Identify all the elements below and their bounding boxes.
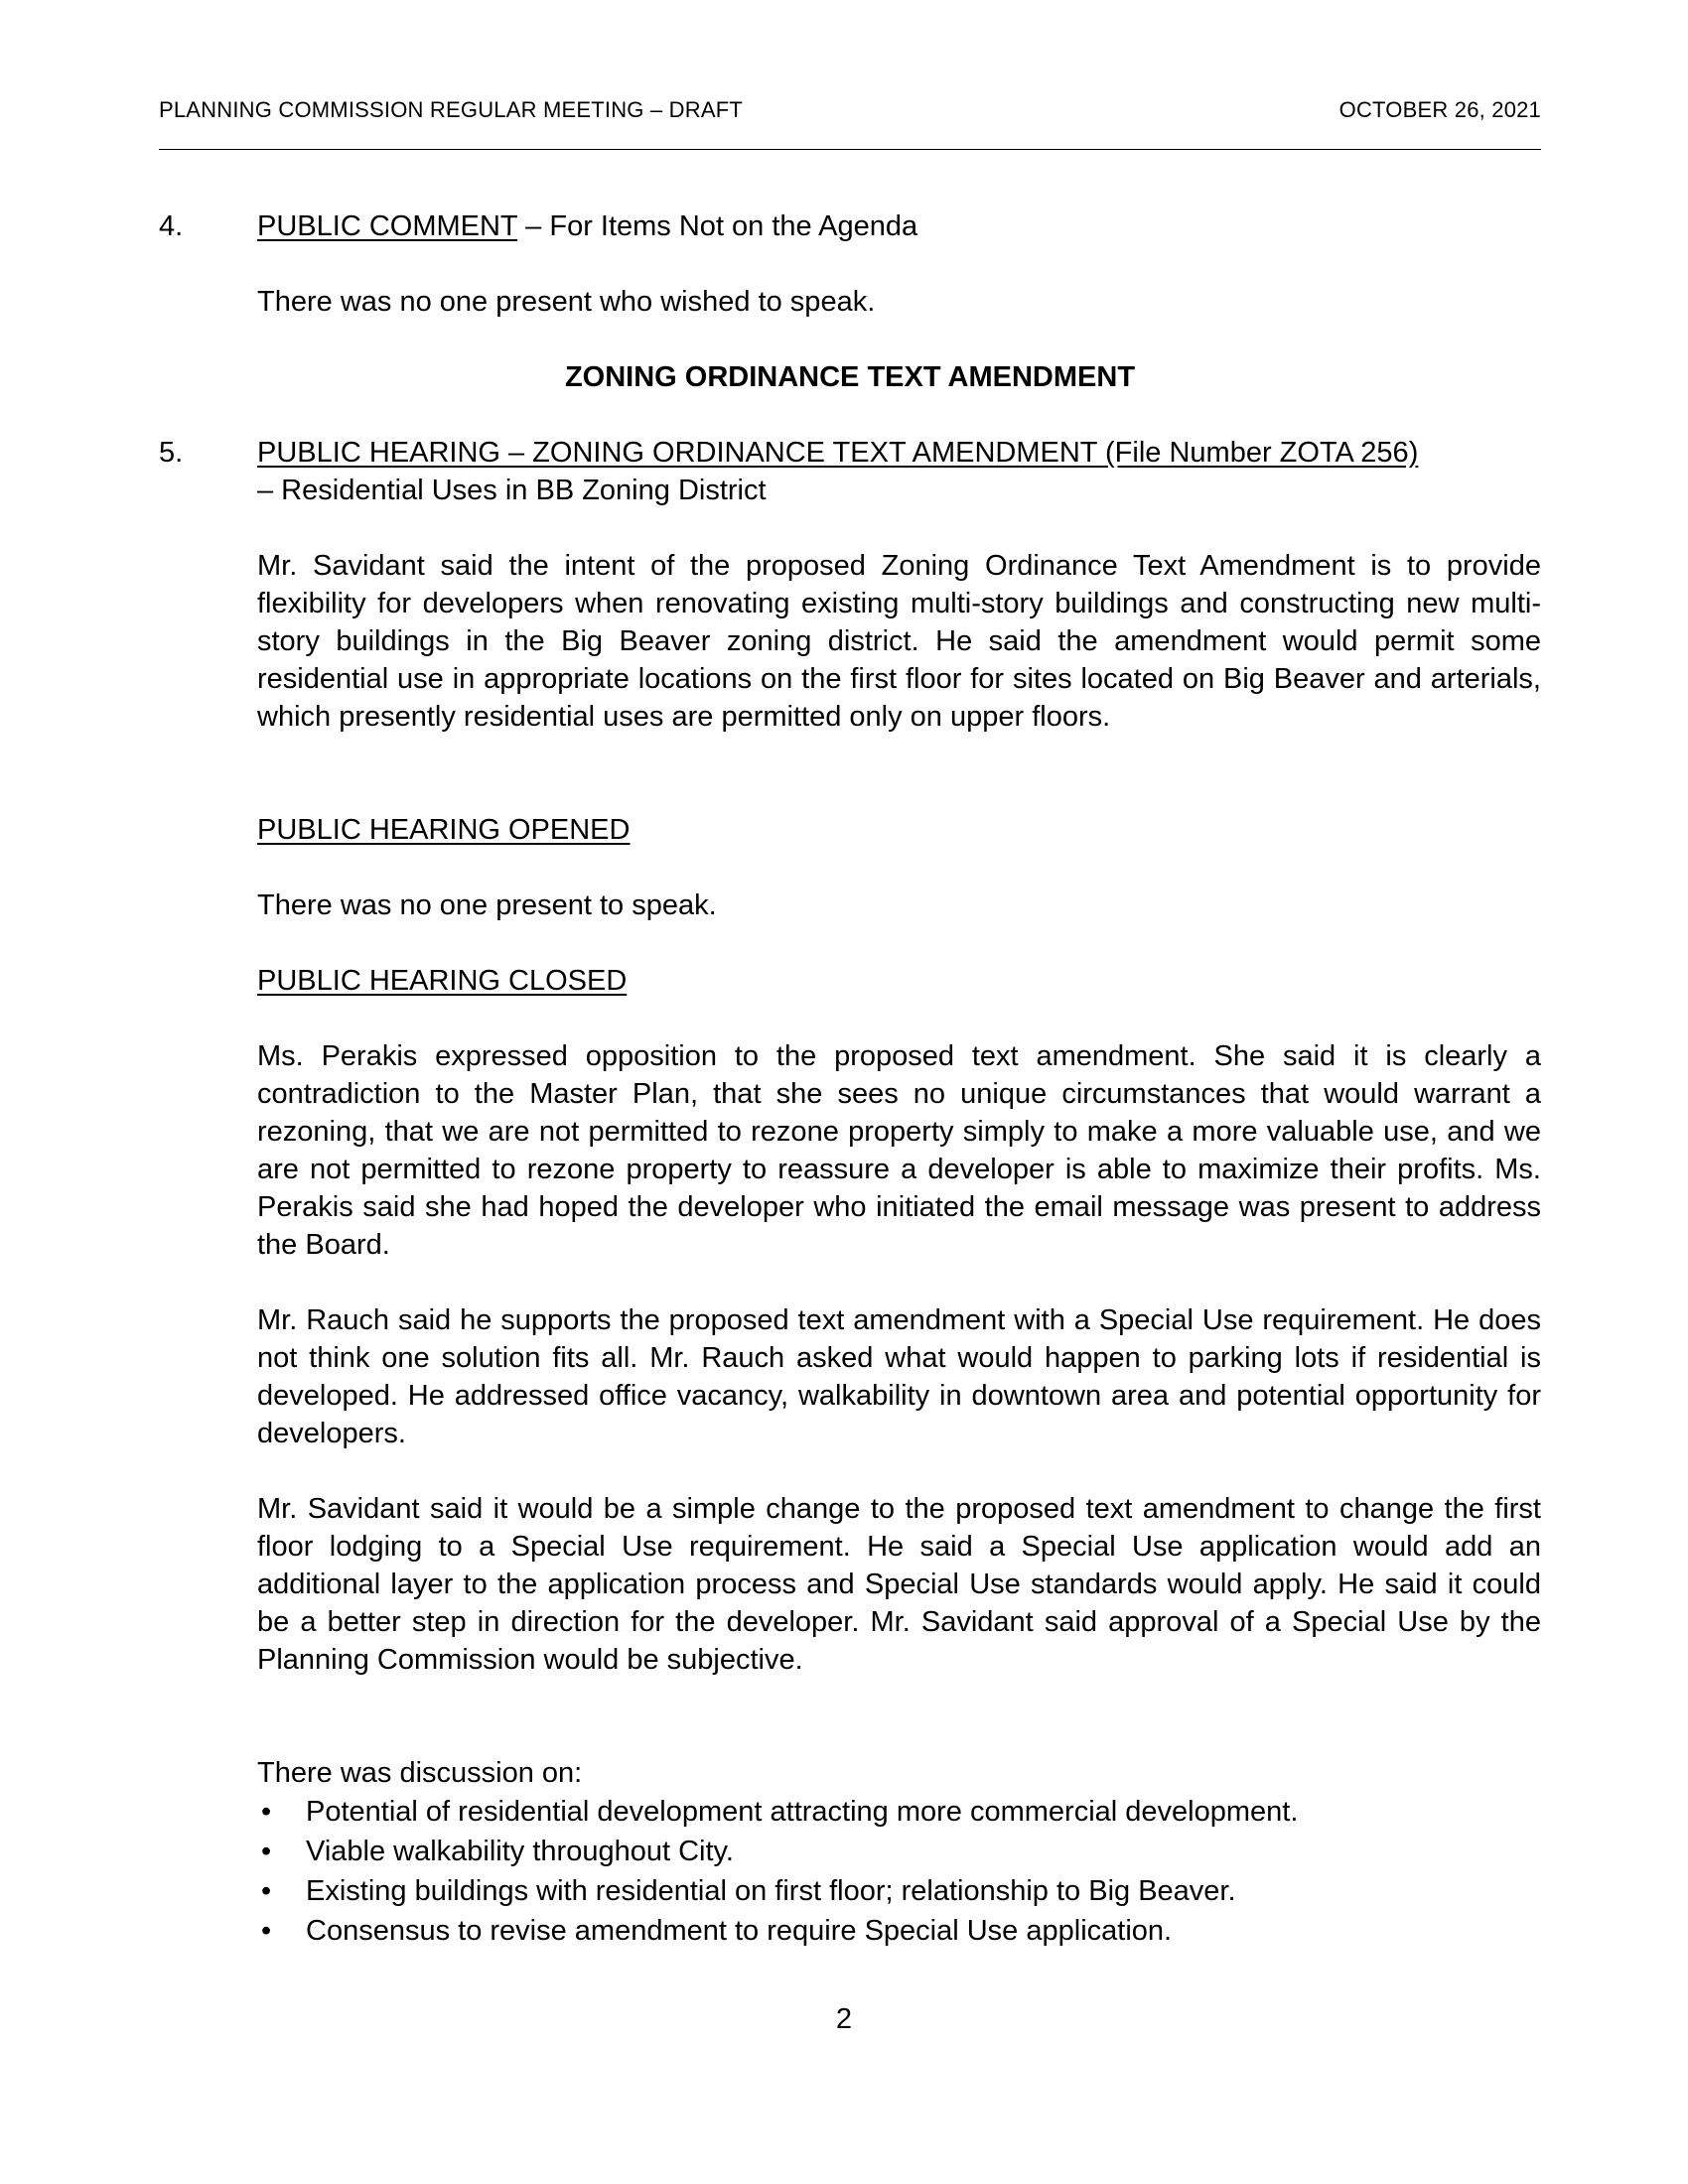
paragraph-perakis: Ms. Perakis expressed opposition to the proposed text amendment. She said it is clearly a contradiction to the Master Plan, that she sees no unique circumstances that would warrant a rezoning, that we are not permitted to rezone property simply to make a more valuable use, and we are not permitted to rezone property to reassure a developer is able to maximize their profits. Ms. Perakis said she had hoped the developer who initiated the email message was present to address the Board. (257, 1040, 1541, 1261)
bullet-icon: • (261, 1836, 272, 1867)
item-number: 4. (159, 210, 184, 242)
agenda-item-4 (159, 207, 1541, 245)
list-item (257, 1832, 1541, 1871)
item-number: 5. (159, 437, 184, 469)
paragraph-savidant-special-use: Mr. Savidant said it would be a simple change to the proposed text amendment to change the first floor lodging to a Special Use requirement. He said a Special Use application would add an additional layer to the application process and Special Use standards would apply. He said it could be a better step in direction for the developer. Mr. Savidant said approval of a Special Use by the Planning Commission would be subjective. (257, 1493, 1541, 1676)
item-title: PUBLIC COMMENT (257, 210, 518, 242)
list-item (257, 1871, 1541, 1911)
list-item (257, 1911, 1541, 1951)
list-item-text: Viable walkability throughout City. (306, 1836, 734, 1867)
paragraph-savidant-intent: Mr. Savidant said the intent of the proposed Zoning Ordinance Text Amendment is to provide flexibility for developers when renovating existing multi-story buildings and constructing new multi-story buildings in the Big Beaver zoning district. He said the amendment would permit some residential use in appropriate locations on the first floor for sites located on Big Beaver and arterials, which presently residential uses are permitted only on upper floors. (257, 550, 1541, 733)
item-subtitle: – Residential Uses in BB Zoning District (257, 475, 767, 506)
hearing-closed-label: PUBLIC HEARING CLOSED (257, 965, 628, 997)
section-title: ZONING ORDINANCE TEXT AMENDMENT (564, 361, 1136, 393)
list-item-text: Existing buildings with residential on first floor; relationship to Big Beaver. (306, 1875, 1236, 1907)
item-4-text: There was no one present who wished to speak. (257, 286, 876, 318)
agenda-item-5 (159, 434, 1541, 509)
no-speakers-text: There was no one present to speak. (257, 889, 717, 921)
bullet-icon: • (261, 1875, 272, 1907)
hearing-opened-label: PUBLIC HEARING OPENED (257, 814, 631, 846)
header-divider (159, 149, 1541, 150)
header-meeting-title: PLANNING COMMISSION REGULAR MEETING – DRAFT (159, 97, 744, 122)
paragraph-rauch: Mr. Rauch said he supports the proposed text amendment with a Special Use requirement. He does not think one solution fits all. Mr. Rauch asked what would happen to parking lots if residential is developed. He addressed office vacancy, walkability in downtown area and potential opportunity for developers. (257, 1304, 1541, 1449)
list-item (257, 1792, 1541, 1832)
list-item-text: Consensus to revise amendment to require Special Use application. (306, 1915, 1173, 1947)
page-number: 2 (835, 2003, 853, 2035)
bullet-icon: • (261, 1915, 272, 1947)
discussion-list (257, 1792, 1541, 1951)
header-meeting-date: OCTOBER 26, 2021 (1338, 97, 1541, 122)
item-title-suffix: – For Items Not on the Agenda (517, 210, 918, 242)
discussion-intro: There was discussion on: (257, 1757, 583, 1789)
list-item-text: Potential of residential development attracting more commercial development. (306, 1796, 1299, 1828)
bullet-icon: • (261, 1796, 272, 1828)
item-title: PUBLIC HEARING – ZONING ORDINANCE TEXT AMENDMENT (File Number ZOTA 256) (257, 437, 1419, 469)
